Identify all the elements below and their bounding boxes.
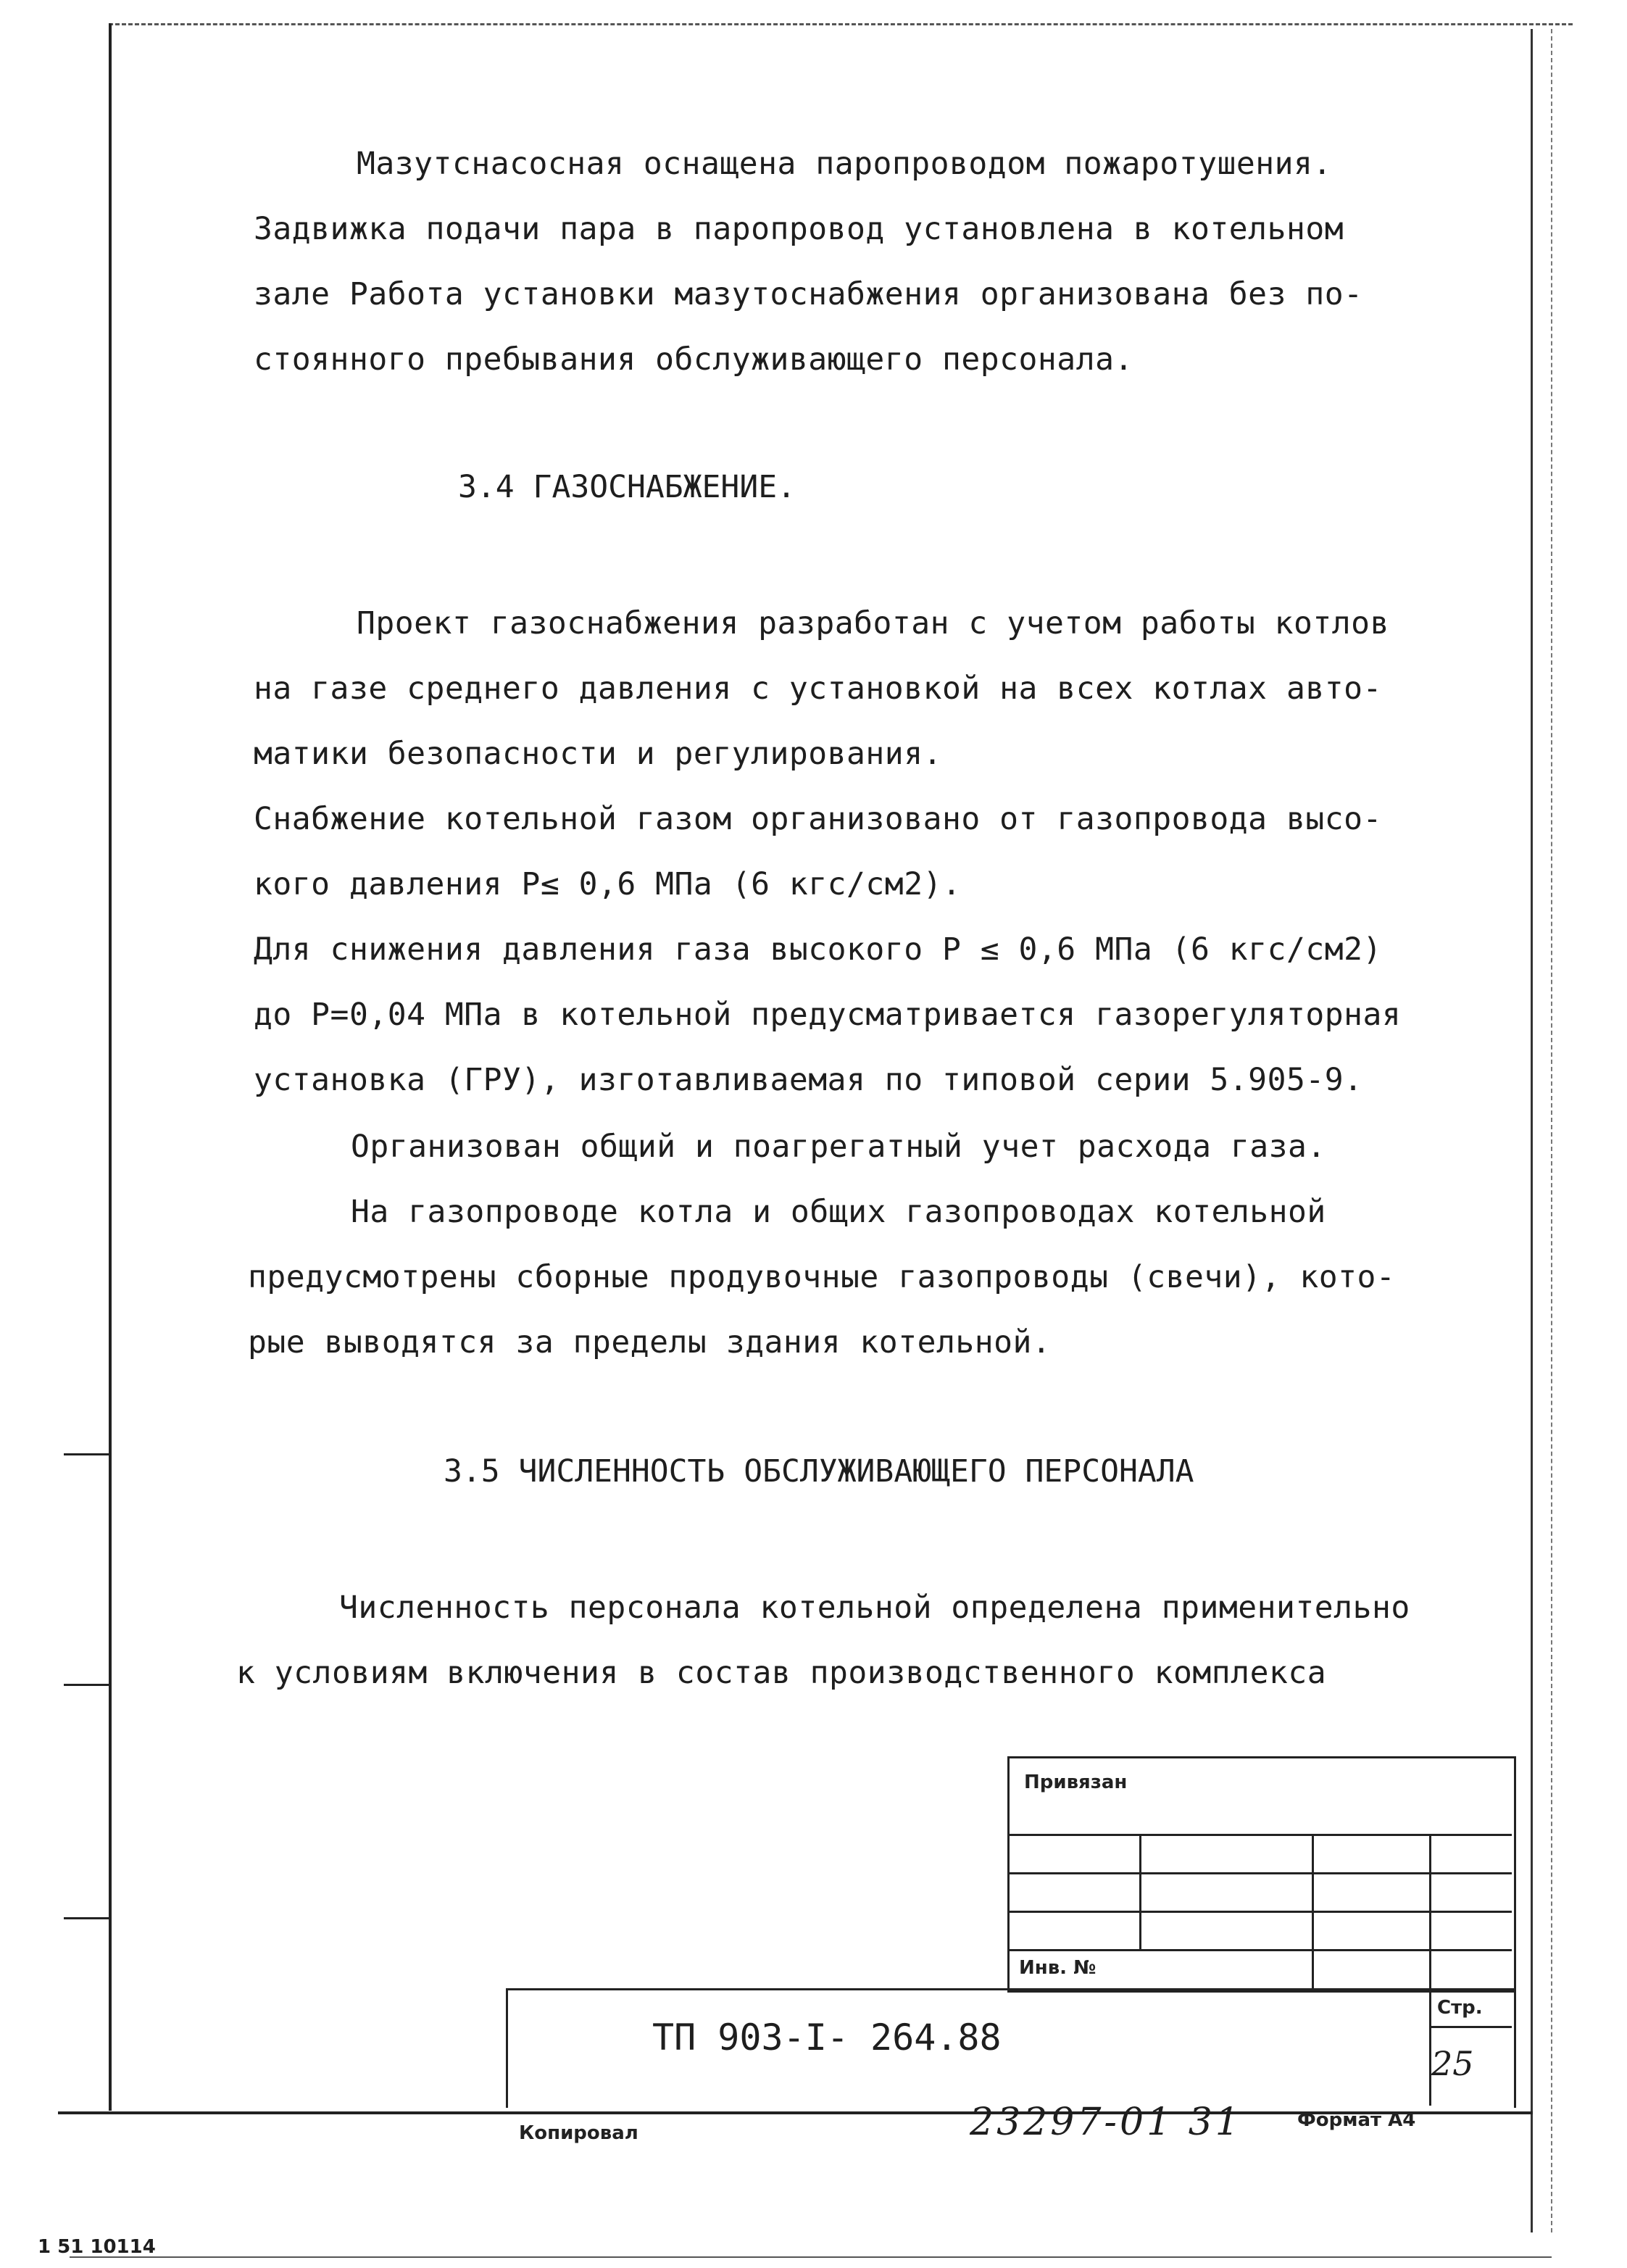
frame-right-outer-border [1551,29,1552,2232]
paragraph-line: предусмотрены сборные продувочные газопроводы (свечи), кото- [248,1259,1396,1295]
paragraph-line: до Р=0,04 МПа в котельной предусматривается газорегуляторная [254,997,1402,1033]
stamp-col-line [1312,1834,1314,1988]
stamp-row-line [1007,1911,1512,1913]
document-code: ТП 903-I- 264.88 [652,2016,1002,2059]
section-heading-3-5: 3.5 ЧИСЛЕННОСТЬ ОБСЛУЖИВАЮЩЕГО ПЕРСОНАЛА [444,1453,1194,1490]
paragraph-line: Организован общий и поагрегатный учет расхода газа. [351,1129,1326,1165]
paragraph-line: Мазутснасосная оснащена паропроводом пожаротушения. [357,146,1332,182]
paragraph-line: установка (ГРУ), изготавливаемая по типовой серии 5.905-9. [254,1062,1363,1098]
paragraph-line: рые выводятся за пределы здания котельной. [248,1324,1052,1361]
margin-tick [64,1684,110,1686]
sheet-corner-code: 1 51 10114 [38,2236,156,2258]
paragraph-line: стоянного пребывания обслуживающего персонала. [254,341,1133,378]
handwritten-archive-number: 23297-01 31 [970,2101,1242,2144]
paragraph-line: На газопроводе котла и общих газопроводах котельной [351,1194,1326,1230]
paragraph-line: кого давления Р≤ 0,6 МПа (6 кгс/см2). [254,866,962,902]
paragraph-line: зале Работа установки мазутоснабжения организована без по- [254,276,1363,312]
stamp-row-line [1007,1949,1512,1951]
format-label: Формат А4 [1297,2109,1416,2131]
binding-label: Привязан [1024,1771,1128,1793]
paragraph-line: к условиям включения в состав производственного комплекса [236,1655,1327,1691]
page-label: Стр. [1437,1997,1483,2019]
sheet-bottom-edge [70,2256,1552,2258]
copied-by-label: Копировал [519,2122,638,2144]
stamp-col-line [1139,1834,1141,1949]
page-number: 25 [1431,2044,1474,2083]
frame-right-border [1531,29,1533,2232]
paragraph-line: матики безопасности и регулирования. [254,736,942,772]
inventory-number-label: Инв. № [1019,1957,1097,1979]
margin-tick [64,1453,110,1455]
paragraph-line: Для снижения давления газа высокого Р ≤ 0,6 МПа (6 кгс/см2) [254,931,1382,968]
stamp-row-line [1007,1872,1512,1874]
paragraph-line: Задвижка подачи пара в паропровод установлена в котельном [254,211,1344,247]
section-heading-3-4: 3.4 ГАЗОСНАБЖЕНИЕ. [458,469,796,505]
page-cell-divider [1429,2026,1512,2028]
frame-left-border [109,23,112,2111]
stamp-row-line [1007,1834,1512,1836]
paragraph-line: на газе среднего давления с установкой на всех котлах авто- [254,670,1382,707]
stamp-col-line [1429,1834,1431,1988]
paragraph-line: Снабжение котельной газом организовано от газопровода высо- [254,801,1382,837]
frame-top-border [109,23,1573,25]
paragraph-line: Численность персонала котельной определена применительно [339,1590,1410,1626]
margin-tick [64,1917,110,1919]
paragraph-line: Проект газоснабжения разработан с учетом работы котлов [357,605,1389,641]
